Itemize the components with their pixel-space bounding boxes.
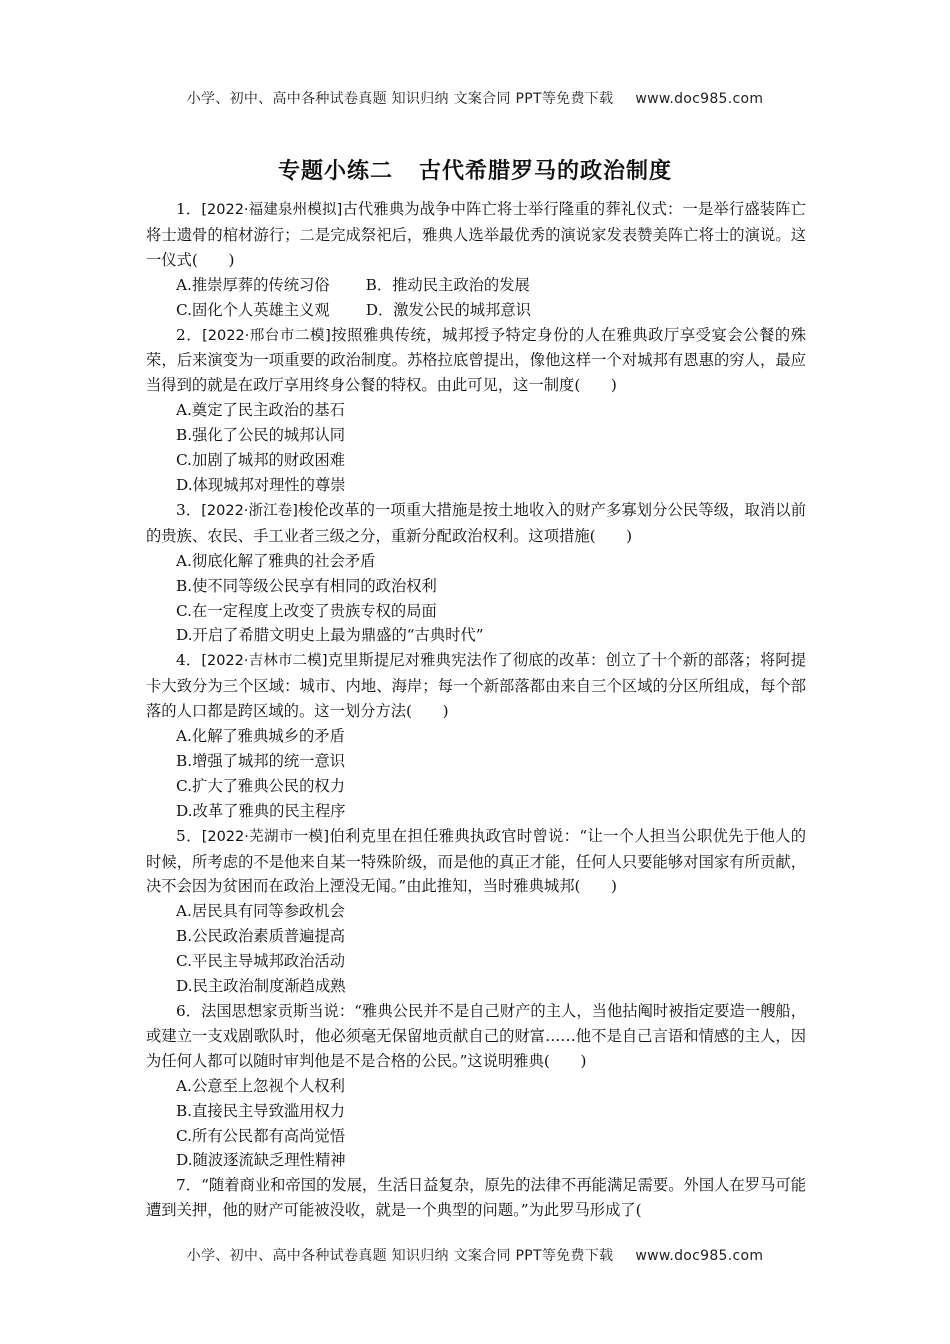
option-a[interactable]: A.奠定了民主政治的基石 xyxy=(176,401,345,420)
footer-site[interactable]: www.doc985.com xyxy=(635,1248,764,1264)
option-row xyxy=(146,273,806,298)
option-b[interactable]: B.强化了公民的城邦认同 xyxy=(176,426,346,445)
header-site[interactable]: www.doc985.com xyxy=(635,91,764,107)
page-footer xyxy=(0,1245,950,1265)
title-part1: 专题小练二 xyxy=(277,159,393,184)
question-stem: 3．[2022·浙江卷]梭伦改革的一项重大措施是按土地收入的财产多寡划分公民等级，取消以前的贵族、农民、手工业者三级之分，重新分配政治权利。这项措施( ) xyxy=(146,500,806,545)
option-b[interactable]: B.直接民主导致滥用权力 xyxy=(176,1101,346,1120)
title-part2: 古代希腊罗马的政治制度 xyxy=(419,159,673,184)
option-a[interactable]: A.居民具有同等参政机会 xyxy=(176,902,345,921)
option-b[interactable]: B．推动民主政治的发展 xyxy=(365,275,530,294)
question-stem: 5．[2022·芜湖市一模]伯利克里在担任雅典执政官时曾说：“让一个人担当公职优先于他人的时候，所考虑的不是他来自某一特殊阶级，而是他的真正才能，任何人只要能够对国家有所贡献，决不会因为贫困而在政治上湮没无闻。”由此推知，当时雅典城邦( ) xyxy=(146,826,807,896)
option-a[interactable]: A.彻底化解了雅典的社会矛盾 xyxy=(176,551,376,570)
question-5 xyxy=(146,824,806,999)
question-2 xyxy=(146,323,806,498)
option-d[interactable]: D．激发公民的城邦意识 xyxy=(365,300,531,319)
option-d[interactable]: D.改革了雅典的民主程序 xyxy=(176,801,346,820)
option-d[interactable]: D.民主政治制度渐趋成熟 xyxy=(176,977,346,996)
question-stem: 7．“随着商业和帝国的发展，生活日益复杂，原先的法律不再能满足需要。外国人在罗马可能遭到关押，他的财产可能被没收，就是一个典型的问题。”为此罗马形成了( xyxy=(146,1176,806,1220)
question-6 xyxy=(146,999,806,1173)
page-header xyxy=(0,88,950,108)
question-stem: 1．[2022·福建泉州模拟]古代雅典为战争中阵亡将士举行隆重的葬礼仪式：一是举行盛装阵亡将士遗骨的棺材游行；二是完成祭祀后，雅典人选举最优秀的演说家发表赞美阵亡将士的演说。这一仪式( ) xyxy=(146,200,807,269)
option-c[interactable]: C.所有公民都有高尚觉悟 xyxy=(176,1126,345,1145)
header-text: 小学、初中、高中各种试卷真题 知识归纳 文案合同 PPT等免费下载 xyxy=(186,91,614,107)
option-c[interactable]: C.加剧了城邦的财政困难 xyxy=(176,451,345,470)
option-d[interactable]: D.随波逐流缺乏理性精神 xyxy=(176,1151,346,1170)
question-7 xyxy=(146,1173,806,1223)
option-c[interactable]: C.扩大了雅典公民的权力 xyxy=(176,776,345,795)
page-title xyxy=(0,154,950,185)
option-d[interactable]: D.开启了希腊文明史上最为鼎盛的“古典时代” xyxy=(176,626,484,645)
question-stem: 2．[2022·邢台市二模]按照雅典传统，城邦授予特定身份的人在雅典政厅享受宴会公餐的殊荣，后来演变为一项重要的政治制度。苏格拉底曾提出，像他这样一个对城邦有恩惠的穷人，最应当得到的就是在政厅享用终身公餐的特权。由此可见，这一制度( ) xyxy=(146,325,806,395)
option-b[interactable]: B.增强了城邦的统一意识 xyxy=(176,751,346,770)
question-list xyxy=(146,197,806,1223)
question-stem: 6．法国思想家贡斯当说：“雅典公民并不是自己财产的主人，当他拈阄时被指定要造一艘船，或建立一支戏剧歌队时，他必须毫无保留地贡献自己的财富……他不是自己言语和情感的主人，因为任何人都可以随时审判他是不是合格的公民。”这说明雅典( ) xyxy=(146,1002,806,1070)
option-d[interactable]: D.体现城邦对理性的尊崇 xyxy=(176,475,346,494)
option-a[interactable]: A.公意至上忽视个人权利 xyxy=(176,1076,345,1095)
footer-text: 小学、初中、高中各种试卷真题 知识归纳 文案合同 PPT等免费下载 xyxy=(186,1248,614,1264)
option-c[interactable]: C.平民主导城邦政治活动 xyxy=(176,952,345,971)
option-a[interactable]: A.推崇厚葬的传统习俗 xyxy=(176,275,330,294)
option-c[interactable]: C.在一定程度上改变了贵族专权的局面 xyxy=(176,601,437,620)
question-stem: 4．[2022·吉林市二模]克里斯提尼对雅典宪法作了彻底的改革：创立了十个新的部落；将阿提卡大致分为三个区域：城市、内地、海岸；每一个新部落都由来自三个区域的分区所组成，每个部落的人口都是跨区域的。这一划分方法( ) xyxy=(146,651,806,721)
option-b[interactable]: B.使不同等级公民享有相同的政治权利 xyxy=(176,576,437,595)
option-row xyxy=(146,298,806,323)
option-b[interactable]: B.公民政治素质普遍提高 xyxy=(176,927,346,946)
option-c[interactable]: C.固化个人英雄主义观 xyxy=(176,300,330,319)
question-3 xyxy=(146,498,806,648)
question-4 xyxy=(146,648,806,823)
question-1 xyxy=(146,197,806,323)
option-a[interactable]: A.化解了雅典城乡的矛盾 xyxy=(176,727,345,746)
